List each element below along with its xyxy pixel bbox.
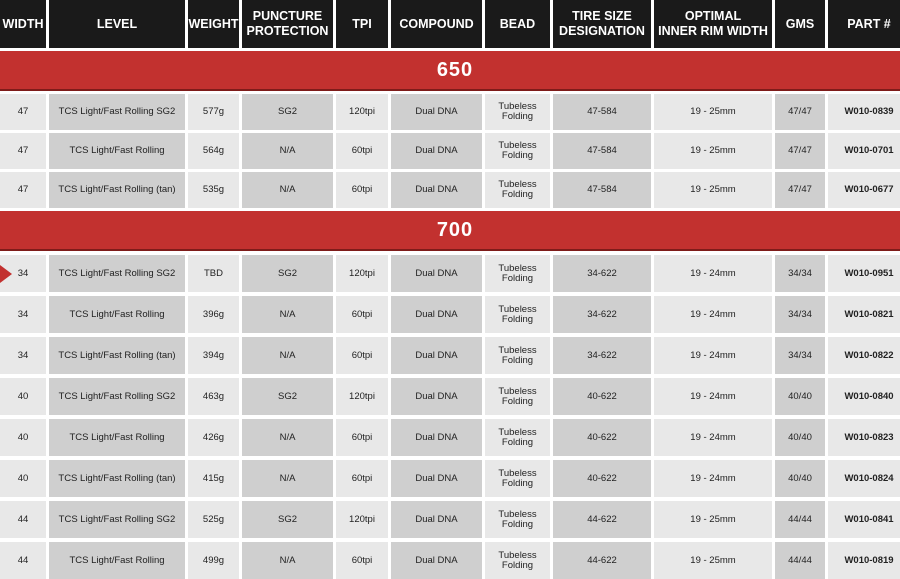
cell-width: 34: [0, 255, 46, 292]
cell-gms: 47/47: [775, 133, 825, 169]
cell-rim-width: 19 - 24mm: [654, 255, 772, 292]
cell-rim-width: 19 - 24mm: [654, 378, 772, 415]
cell-part-number: W010-0824: [828, 460, 900, 497]
cell-weight: TBD: [188, 255, 239, 292]
cell-bead: Tubeless Folding: [485, 296, 550, 333]
cell-width: 34: [0, 296, 46, 333]
cell-gms: 40/40: [775, 460, 825, 497]
cell-rim-width: 19 - 24mm: [654, 419, 772, 456]
cell-part-number: W010-0841: [828, 501, 900, 538]
cell-weight: 525g: [188, 501, 239, 538]
cell-gms: 44/44: [775, 501, 825, 538]
cell-bead: Tubeless Folding: [485, 542, 550, 579]
header-level: LEVEL: [49, 0, 185, 48]
cell-weight: 463g: [188, 378, 239, 415]
cell-part-number: W010-0951: [828, 255, 900, 292]
cell-gms: 40/40: [775, 419, 825, 456]
cell-weight: 396g: [188, 296, 239, 333]
cell-bead: Tubeless Folding: [485, 337, 550, 374]
cell-gms: 34/34: [775, 255, 825, 292]
cell-compound: Dual DNA: [391, 542, 482, 579]
header-rim-width: OPTIMAL INNER RIM WIDTH: [654, 0, 772, 48]
cell-tire-size: 47-584: [553, 133, 651, 169]
header-gms: GMS: [775, 0, 825, 48]
cell-level: TCS Light/Fast Rolling SG2: [49, 501, 185, 538]
cell-rim-width: 19 - 25mm: [654, 133, 772, 169]
cell-width: 47: [0, 172, 46, 208]
cell-level: TCS Light/Fast Rolling (tan): [49, 172, 185, 208]
row-marker-arrow-icon: [0, 265, 12, 283]
cell-level: TCS Light/Fast Rolling (tan): [49, 460, 185, 497]
cell-level: TCS Light/Fast Rolling: [49, 133, 185, 169]
cell-part-number: W010-0839: [828, 94, 900, 130]
cell-width: 34: [0, 337, 46, 374]
header-weight: WEIGHT: [188, 0, 239, 48]
header-tire-size: TIRE SIZE DESIGNATION: [553, 0, 651, 48]
header-bead: BEAD: [485, 0, 550, 48]
section-header-700: 700: [0, 211, 900, 251]
cell-compound: Dual DNA: [391, 172, 482, 208]
cell-gms: 34/34: [775, 337, 825, 374]
cell-compound: Dual DNA: [391, 296, 482, 333]
cell-rim-width: 19 - 24mm: [654, 337, 772, 374]
cell-tire-size: 44-622: [553, 501, 651, 538]
cell-part-number: W010-0840: [828, 378, 900, 415]
cell-tire-size: 47-584: [553, 172, 651, 208]
cell-tpi: 60tpi: [336, 172, 388, 208]
cell-tpi: 120tpi: [336, 94, 388, 130]
cell-level: TCS Light/Fast Rolling (tan): [49, 337, 185, 374]
cell-tpi: 60tpi: [336, 460, 388, 497]
cell-rim-width: 19 - 25mm: [654, 172, 772, 208]
cell-level: TCS Light/Fast Rolling SG2: [49, 378, 185, 415]
cell-puncture-protection: SG2: [242, 378, 333, 415]
cell-weight: 415g: [188, 460, 239, 497]
cell-weight: 564g: [188, 133, 239, 169]
cell-tpi: 120tpi: [336, 255, 388, 292]
cell-level: TCS Light/Fast Rolling SG2: [49, 255, 185, 292]
cell-tpi: 60tpi: [336, 337, 388, 374]
cell-tire-size: 40-622: [553, 419, 651, 456]
cell-bead: Tubeless Folding: [485, 94, 550, 130]
cell-level: TCS Light/Fast Rolling: [49, 542, 185, 579]
cell-tire-size: 34-622: [553, 296, 651, 333]
cell-part-number: W010-0701: [828, 133, 900, 169]
cell-compound: Dual DNA: [391, 255, 482, 292]
cell-weight: 535g: [188, 172, 239, 208]
header-puncture-protection: PUNCTURE PROTECTION: [242, 0, 333, 48]
cell-level: TCS Light/Fast Rolling SG2: [49, 94, 185, 130]
cell-tire-size: 34-622: [553, 255, 651, 292]
cell-compound: Dual DNA: [391, 378, 482, 415]
cell-tpi: 60tpi: [336, 296, 388, 333]
header-compound: COMPOUND: [391, 0, 482, 48]
cell-puncture-protection: N/A: [242, 460, 333, 497]
cell-bead: Tubeless Folding: [485, 460, 550, 497]
cell-gms: 34/34: [775, 296, 825, 333]
cell-width: 40: [0, 460, 46, 497]
cell-bead: Tubeless Folding: [485, 419, 550, 456]
cell-puncture-protection: SG2: [242, 94, 333, 130]
cell-weight: 426g: [188, 419, 239, 456]
cell-part-number: W010-0822: [828, 337, 900, 374]
cell-compound: Dual DNA: [391, 419, 482, 456]
cell-tpi: 60tpi: [336, 542, 388, 579]
cell-part-number: W010-0823: [828, 419, 900, 456]
cell-compound: Dual DNA: [391, 337, 482, 374]
cell-tpi: 120tpi: [336, 501, 388, 538]
cell-weight: 577g: [188, 94, 239, 130]
cell-tire-size: 44-622: [553, 542, 651, 579]
cell-tire-size: 34-622: [553, 337, 651, 374]
cell-part-number: W010-0677: [828, 172, 900, 208]
cell-compound: Dual DNA: [391, 501, 482, 538]
cell-compound: Dual DNA: [391, 133, 482, 169]
cell-level: TCS Light/Fast Rolling: [49, 296, 185, 333]
cell-puncture-protection: N/A: [242, 542, 333, 579]
cell-tire-size: 40-622: [553, 460, 651, 497]
cell-level: TCS Light/Fast Rolling: [49, 419, 185, 456]
cell-puncture-protection: N/A: [242, 337, 333, 374]
cell-gms: 47/47: [775, 94, 825, 130]
cell-bead: Tubeless Folding: [485, 378, 550, 415]
cell-width: 40: [0, 419, 46, 456]
cell-part-number: W010-0821: [828, 296, 900, 333]
cell-bead: Tubeless Folding: [485, 133, 550, 169]
cell-gms: 40/40: [775, 378, 825, 415]
cell-bead: Tubeless Folding: [485, 255, 550, 292]
cell-rim-width: 19 - 24mm: [654, 460, 772, 497]
cell-rim-width: 19 - 25mm: [654, 94, 772, 130]
cell-puncture-protection: N/A: [242, 133, 333, 169]
cell-width: 47: [0, 94, 46, 130]
cell-bead: Tubeless Folding: [485, 172, 550, 208]
cell-width: 44: [0, 501, 46, 538]
cell-rim-width: 19 - 25mm: [654, 501, 772, 538]
cell-width: 44: [0, 542, 46, 579]
header-part-number: PART #: [828, 0, 900, 48]
cell-tpi: 60tpi: [336, 133, 388, 169]
cell-tpi: 60tpi: [336, 419, 388, 456]
cell-tpi: 120tpi: [336, 378, 388, 415]
cell-puncture-protection: N/A: [242, 296, 333, 333]
cell-compound: Dual DNA: [391, 94, 482, 130]
cell-rim-width: 19 - 25mm: [654, 542, 772, 579]
cell-puncture-protection: N/A: [242, 172, 333, 208]
cell-tire-size: 47-584: [553, 94, 651, 130]
cell-rim-width: 19 - 24mm: [654, 296, 772, 333]
cell-part-number: W010-0819: [828, 542, 900, 579]
cell-width: 40: [0, 378, 46, 415]
cell-puncture-protection: N/A: [242, 419, 333, 456]
cell-compound: Dual DNA: [391, 460, 482, 497]
header-width: WIDTH: [0, 0, 46, 48]
cell-gms: 44/44: [775, 542, 825, 579]
section-header-650: 650: [0, 51, 900, 91]
cell-weight: 499g: [188, 542, 239, 579]
cell-weight: 394g: [188, 337, 239, 374]
cell-puncture-protection: SG2: [242, 501, 333, 538]
cell-tire-size: 40-622: [553, 378, 651, 415]
cell-puncture-protection: SG2: [242, 255, 333, 292]
cell-width: 47: [0, 133, 46, 169]
header-tpi: TPI: [336, 0, 388, 48]
cell-bead: Tubeless Folding: [485, 501, 550, 538]
cell-gms: 47/47: [775, 172, 825, 208]
